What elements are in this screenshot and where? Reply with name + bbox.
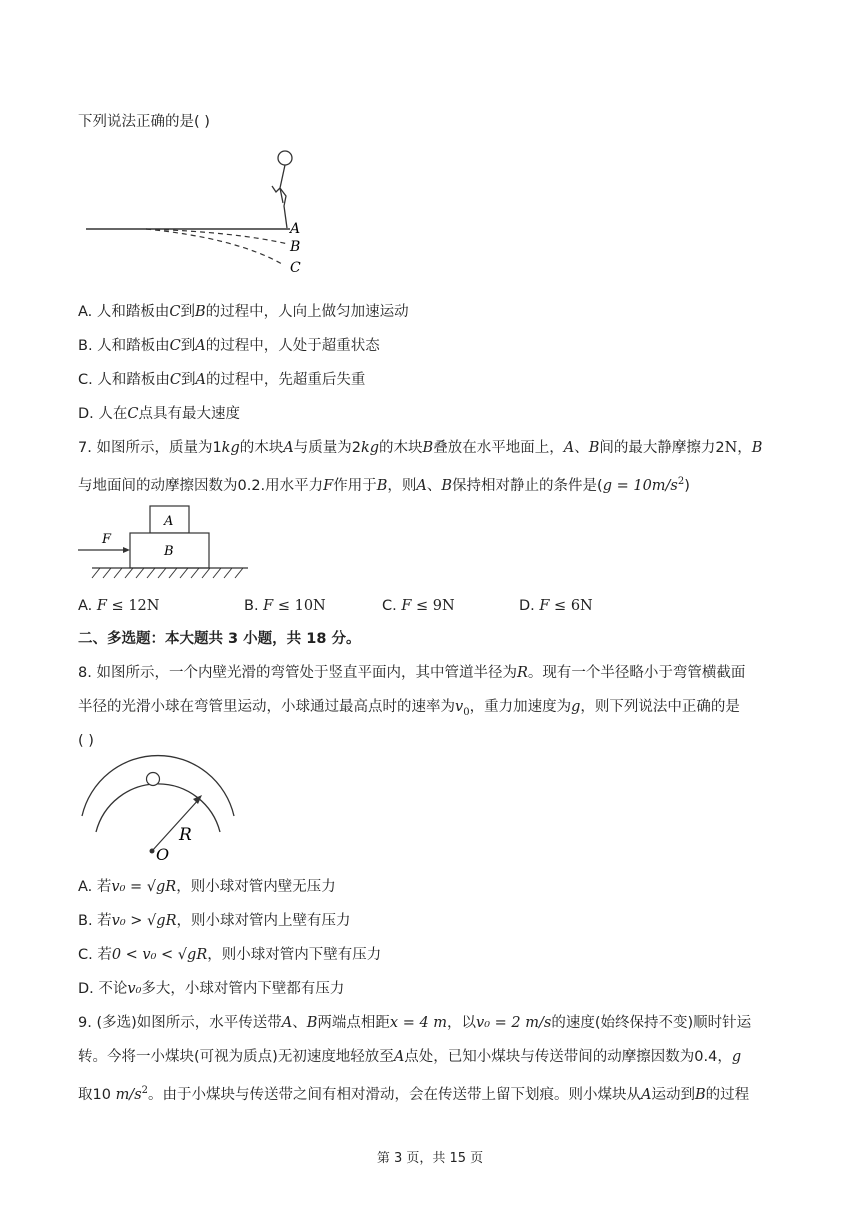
section-heading: 二、多选题：本大题共 3 小题，共 18 分。 bbox=[78, 631, 361, 647]
q8-line-1: 8. 如图所示，一个内壁光滑的弯管处于竖直平面内，其中管道半径为R。现有一个半径略小于弯管横截面 bbox=[78, 665, 746, 681]
label-b: B bbox=[164, 544, 174, 559]
q6-option-c: C. 人和踏板由C到A的过程中，先超重后失重 bbox=[78, 372, 366, 388]
q9-line-2: 转。今将一小煤块(可视为质点)无初速度地轻放至A点处，已知小煤块与传送带间的动摩擦因数为0.4，g bbox=[78, 1049, 742, 1065]
person-head bbox=[278, 151, 292, 165]
person-body bbox=[272, 165, 287, 228]
label-a: A bbox=[164, 514, 174, 529]
q7-blocks-figure bbox=[78, 505, 253, 590]
ball bbox=[147, 773, 160, 786]
ground-hatch bbox=[92, 568, 243, 578]
q7-line-2: 与地面间的动摩擦因数为0.2.用水平力F作用于B，则A、B保持相对静止的条件是$(g = 10m/s^2)$ bbox=[78, 476, 690, 494]
tube-outer-wall bbox=[82, 756, 234, 816]
q8-option-d: D. 不论v₀多大，小球对管内下壁都有压力 bbox=[78, 981, 345, 997]
force-arrow-head bbox=[123, 547, 130, 553]
q7-option-c: C. F ≤ 9N bbox=[382, 598, 455, 614]
q6-prompt-tail: 下列说法正确的是( ) bbox=[78, 114, 210, 130]
label-r: R bbox=[179, 825, 192, 845]
q7-line-1: 7. 如图所示，质量为1kg的木块A与质量为2kg的木块B叠放在水平地面上，A、B间的最大静摩擦力2N，B bbox=[78, 440, 763, 456]
label-c: C bbox=[290, 260, 301, 276]
q8-option-a: A. 若v₀ = √gR，则小球对管内壁无压力 bbox=[78, 879, 336, 895]
label-f: F bbox=[102, 532, 112, 547]
q8-bent-tube-figure bbox=[78, 768, 238, 863]
q7-option-d: D. F ≤ 6N bbox=[519, 598, 593, 614]
q8-line-3: ( ) bbox=[78, 733, 94, 749]
label-a: A bbox=[290, 221, 301, 237]
page-footer: 第 3 页，共 15 页 bbox=[376, 1151, 484, 1166]
label-o: O bbox=[156, 845, 170, 864]
radius-line bbox=[152, 798, 200, 851]
q8-line-2: 半径的光滑小球在弯管里运动，小球通过最高点时的速率为$v_0$，重力加速度为g，则下列说法中正确的是 bbox=[78, 699, 740, 718]
q8-option-c: C. 若0 < v₀ < √gR，则小球对管内下壁有压力 bbox=[78, 947, 382, 963]
tube-inner-wall bbox=[96, 784, 220, 832]
board-position-c bbox=[146, 229, 282, 264]
q6-trampoline-figure bbox=[86, 148, 316, 280]
q6-option-a: A. 人和踏板由C到B的过程中，人向上做匀加速运动 bbox=[78, 304, 409, 320]
q6-option-b: B. 人和踏板由C到A的过程中，人处于超重状态 bbox=[78, 338, 380, 354]
q9-line-1: 9. (多选)如图所示，水平传送带A、B两端点相距x = 4 m，以v₀ = 2 m/s的速度(始终保持不变)顺时针运 bbox=[78, 1015, 752, 1031]
q9-line-3: 取10 $m/s^2$。由于小煤块与传送带之间有相对滑动，会在传送带上留下划痕。则小煤块从A运动到B的过程 bbox=[78, 1085, 750, 1103]
q6-option-d: D. 人在C点具有最大速度 bbox=[78, 406, 240, 422]
label-b: B bbox=[290, 239, 301, 255]
q8-option-b: B. 若v₀ > √gR，则小球对管内上壁有压力 bbox=[78, 913, 351, 929]
q7-option-b: B. F ≤ 10N bbox=[244, 598, 326, 614]
q7-option-a: A. F ≤ 12N bbox=[78, 598, 160, 614]
